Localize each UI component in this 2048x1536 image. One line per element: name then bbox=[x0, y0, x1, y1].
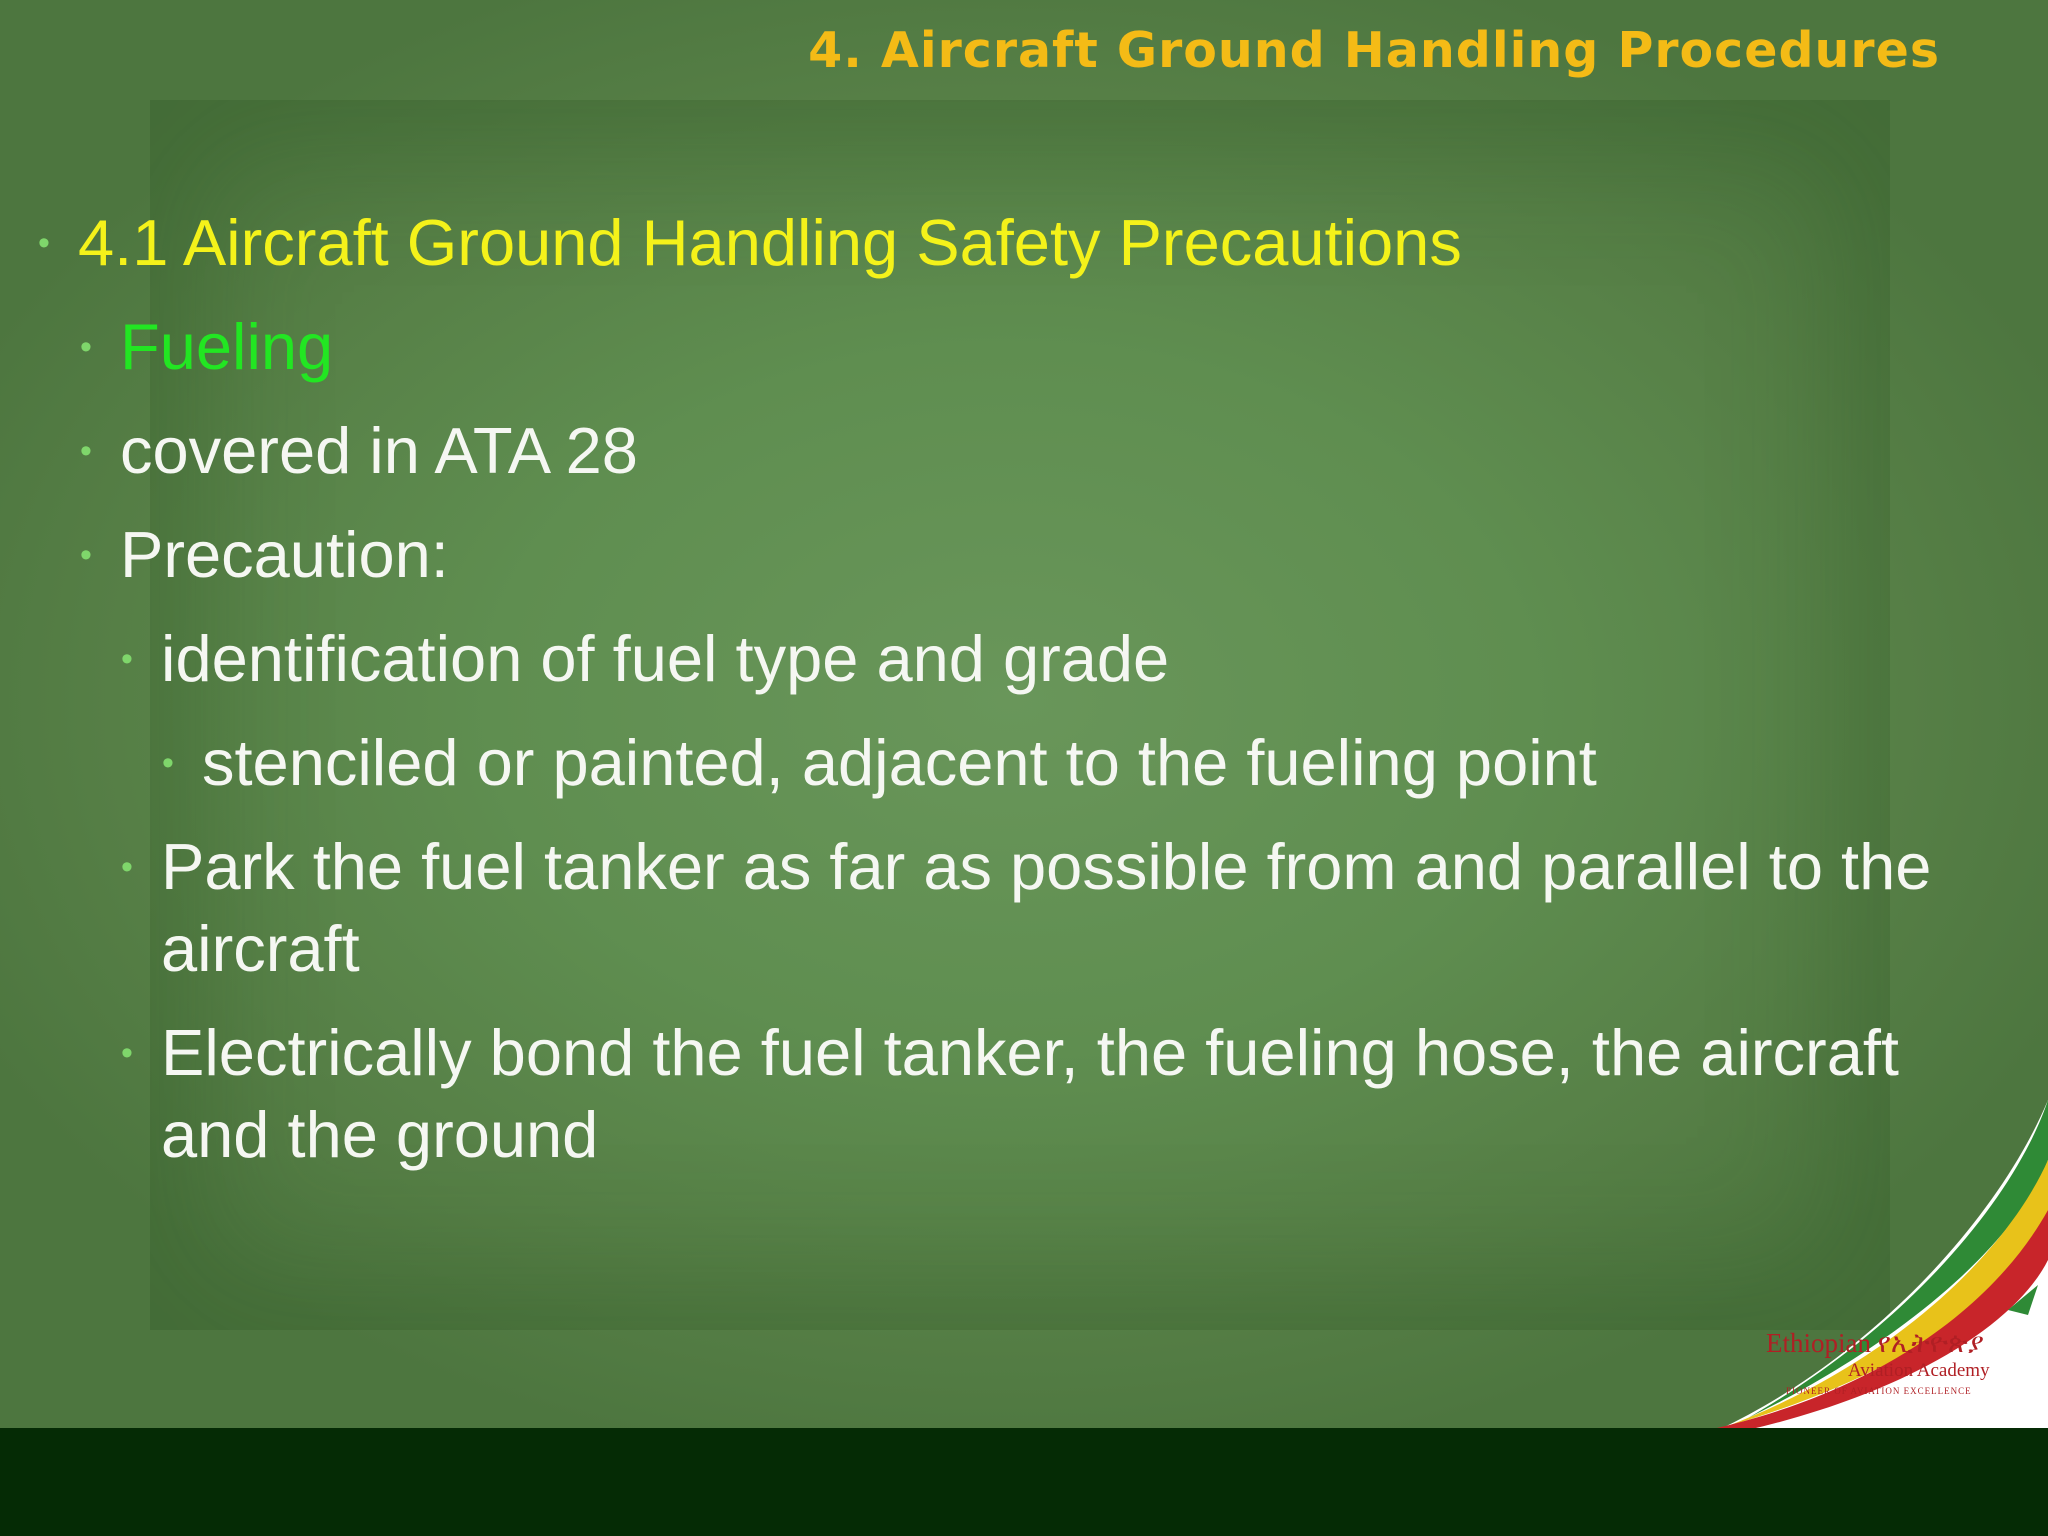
topic-fueling: Fueling bbox=[120, 310, 334, 383]
bullet-icon: • bbox=[162, 744, 174, 782]
reference-text: covered in ATA 28 bbox=[120, 414, 638, 487]
logo-tagline: PIONEER OF AVIATION EXCELLENCE bbox=[1786, 1386, 1972, 1396]
bullet-icon: • bbox=[121, 640, 133, 678]
bullet-icon: • bbox=[121, 1034, 133, 1072]
list-item: Electrically bond the fuel tanker, the fueling hose, the aircraft and the ground bbox=[161, 1016, 1899, 1171]
slide-header-title: 4. Aircraft Ground Handling Procedures bbox=[808, 22, 1940, 79]
list-item: stenciled or painted, adjacent to the fueling point bbox=[202, 726, 1597, 799]
bullet-icon: • bbox=[121, 848, 133, 886]
section-heading: 4.1 Aircraft Ground Handling Safety Precautions bbox=[78, 206, 1462, 279]
list-item: Park the fuel tanker as far as possible from and parallel to the aircraft bbox=[161, 830, 1932, 985]
logo-name: Ethiopian የኢትዮጵያ bbox=[1766, 1328, 1984, 1358]
bullet-icon: • bbox=[80, 328, 92, 366]
ethiopian-aviation-academy-logo bbox=[1598, 1100, 2048, 1430]
footer-bar bbox=[0, 1428, 2048, 1536]
logo-subtitle: Aviation Academy bbox=[1848, 1360, 1990, 1381]
precaution-label: Precaution: bbox=[120, 518, 449, 591]
bullet-icon: • bbox=[80, 536, 92, 574]
list-item: identification of fuel type and grade bbox=[161, 622, 1170, 695]
bullet-icon: • bbox=[80, 432, 92, 470]
bullet-icon: • bbox=[38, 224, 50, 262]
